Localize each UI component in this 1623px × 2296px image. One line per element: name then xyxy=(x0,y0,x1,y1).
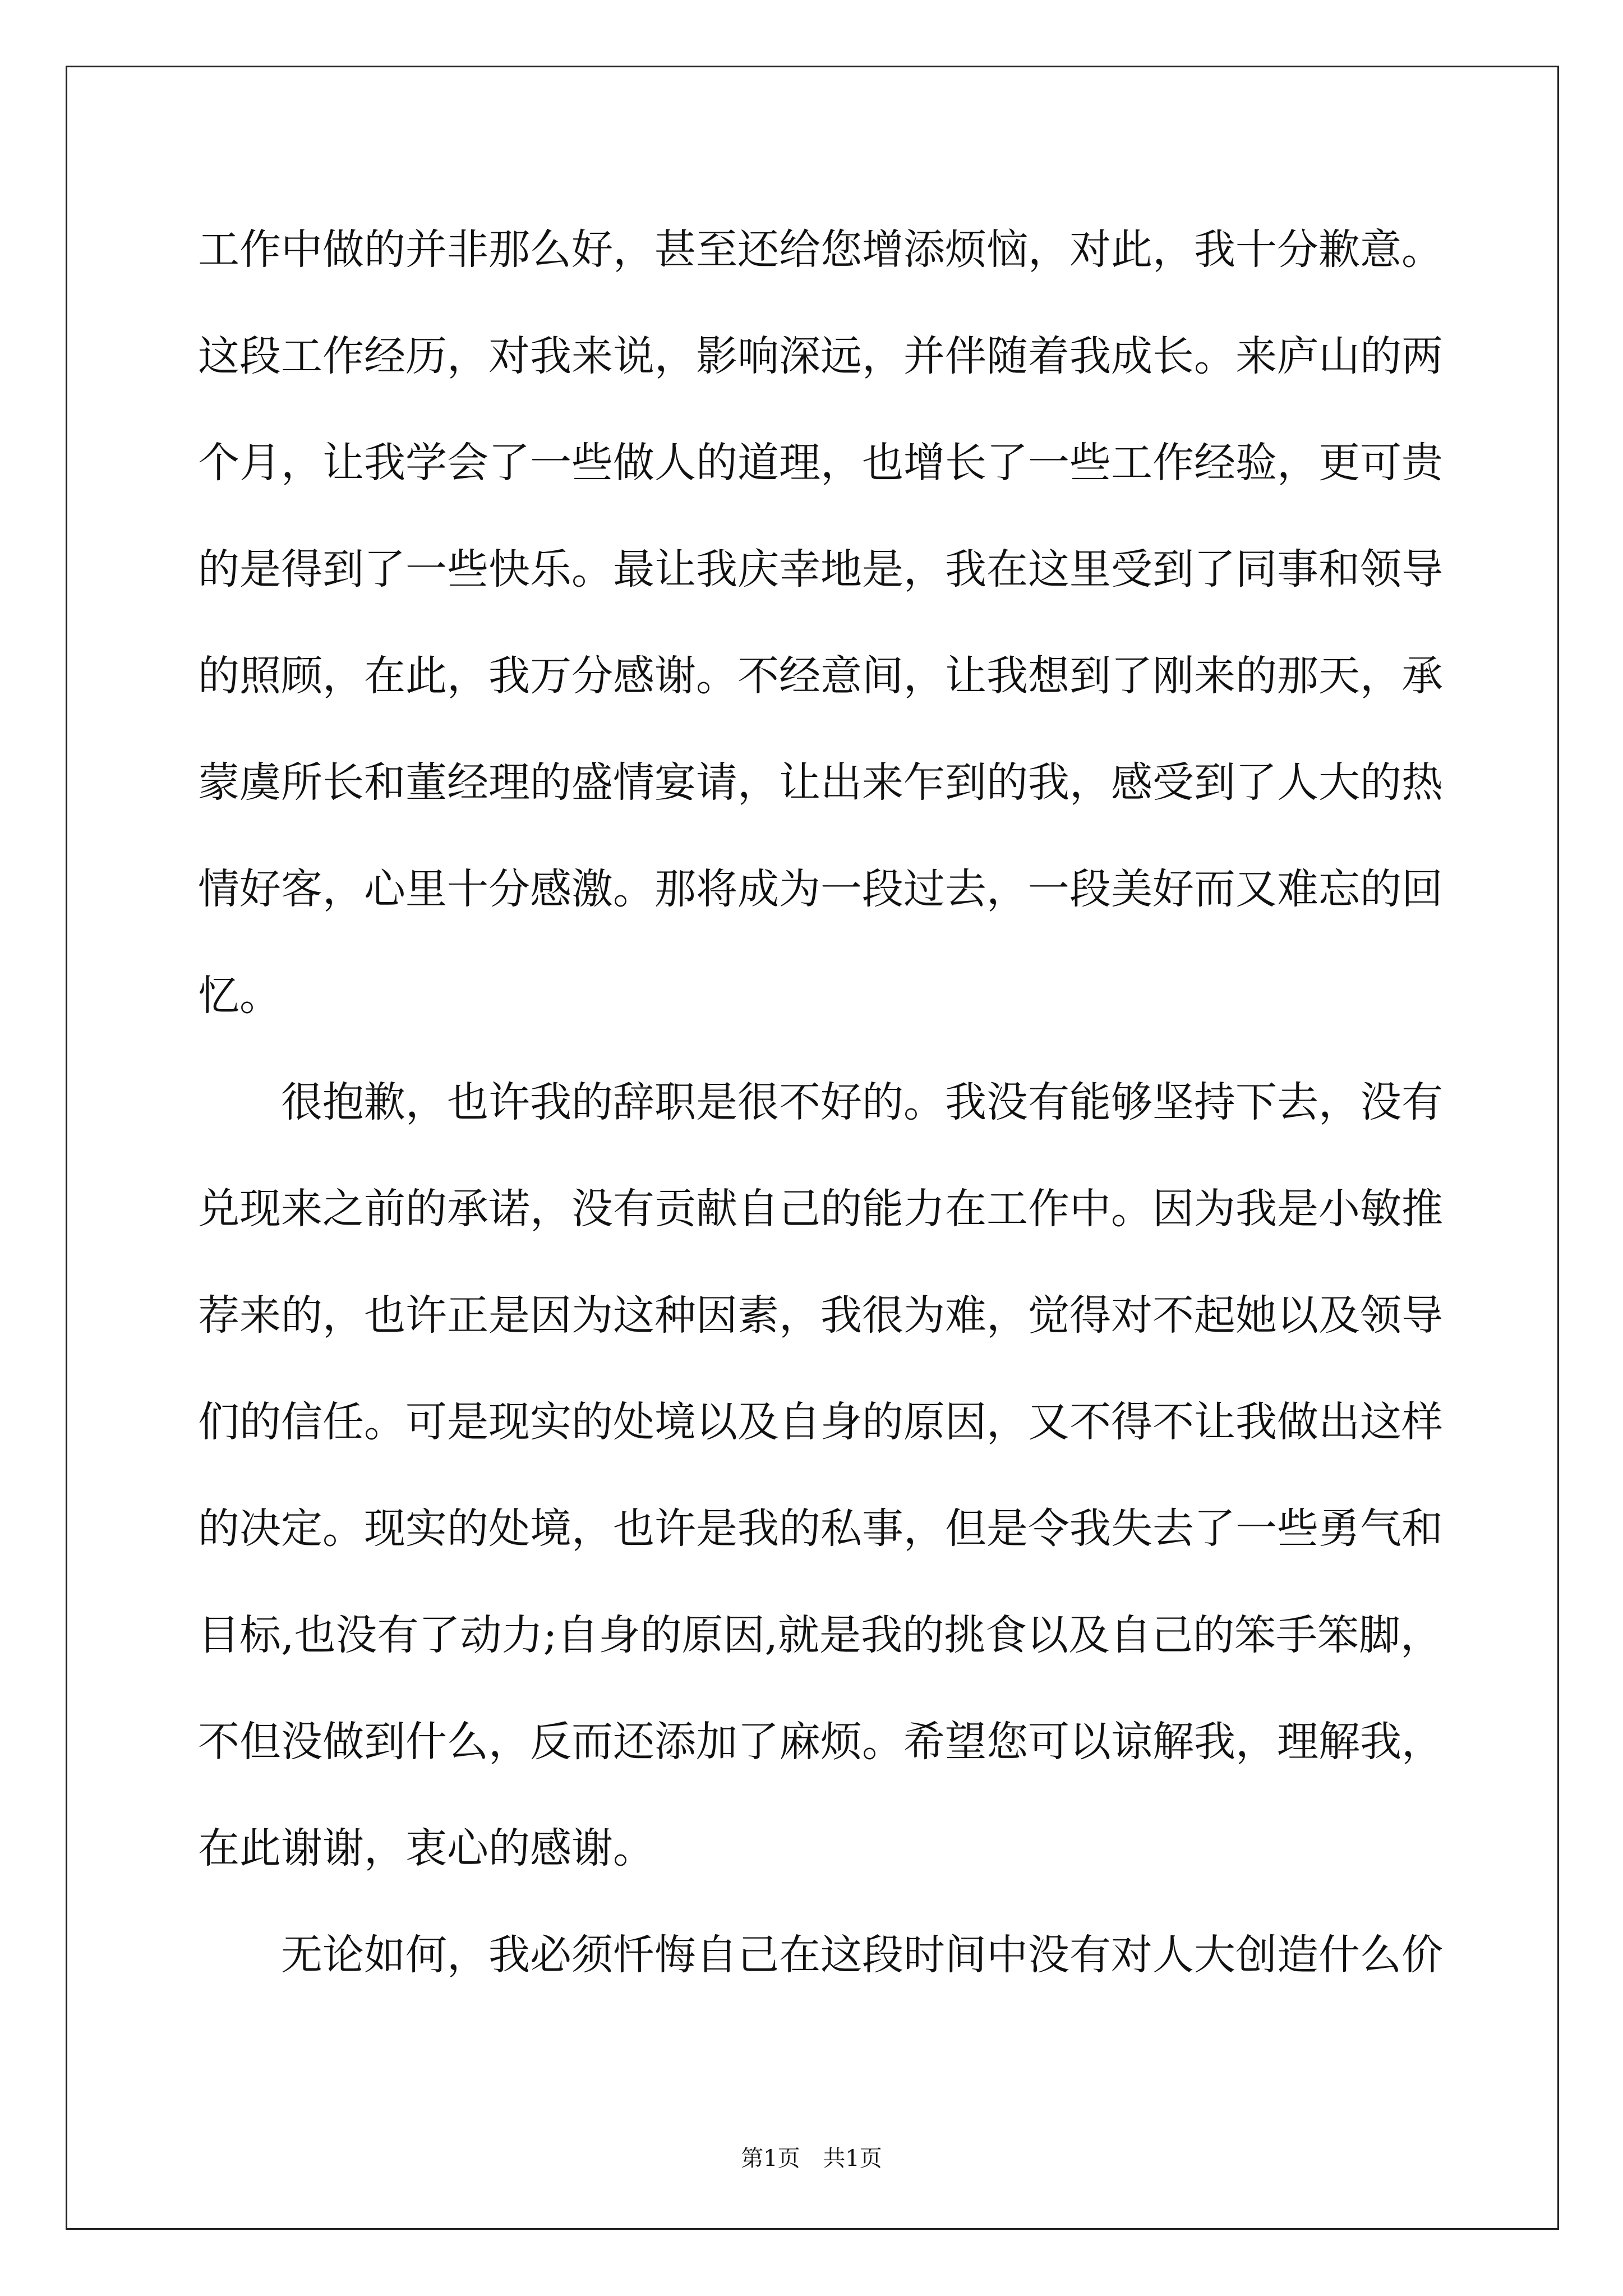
text-line: 蒙虞所长和董经理的盛情宴请，让出来乍到的我，感受到了人大的热 xyxy=(198,758,1443,807)
text-line: 忆。 xyxy=(198,972,281,1020)
document-body xyxy=(198,208,1443,2019)
text-line: 在此谢谢，衷心的感谢。 xyxy=(198,1824,654,1872)
text-line: 的决定。现实的处境，也许是我的私事，但是令我失去了一些勇气和 xyxy=(198,1504,1443,1553)
text-line: 的照顾，在此，我万分感谢。不经意间，让我想到了刚来的那天，承 xyxy=(198,652,1443,700)
text-line: 们的信任。可是现实的处境以及自身的原因，又不得不让我做出这样 xyxy=(198,1398,1443,1446)
text-line: 这段工作经历，对我来说，影响深远，并伴随着我成长。来庐山的两 xyxy=(198,332,1443,380)
text-line: 兑现来之前的承诺，没有贡献自己的能力在工作中。因为我是小敏推 xyxy=(198,1185,1443,1233)
text-line: 个月，让我学会了一些做人的道理，也增长了一些工作经验，更可贵 xyxy=(198,439,1443,487)
page-number-current: 第1页 xyxy=(741,2146,800,2171)
text-line: 工作中做的并非那么好，甚至还给您增添烦恼，对此，我十分歉意。 xyxy=(198,226,1443,274)
text-line: 目标,也没有了动力;自身的原因,就是我的挑食以及自己的笨手笨脚， xyxy=(198,1611,1442,1659)
text-line: 情好客，心里十分感激。那将成为一段过去，一段美好而又难忘的回 xyxy=(198,865,1443,913)
page-footer xyxy=(0,2145,1623,2173)
text-line: 荐来的，也许正是因为这种因素，我很为难，觉得对不起她以及领导 xyxy=(198,1291,1443,1340)
paragraph-start-line: 很抱歉，也许我的辞职是很不好的。我没有能够坚持下去，没有 xyxy=(281,1078,1443,1126)
text-line: 不但没做到什么，反而还添加了麻烦。希望您可以谅解我，理解我， xyxy=(198,1718,1443,1766)
text-line: 的是得到了一些快乐。最让我庆幸地是，我在这里受到了同事和领导 xyxy=(198,545,1443,593)
page-number-total: 共1页 xyxy=(823,2146,882,2171)
paragraph-start-line: 无论如何，我必须忏悔自己在这段时间中没有对人大创造什么价 xyxy=(281,1931,1443,1979)
